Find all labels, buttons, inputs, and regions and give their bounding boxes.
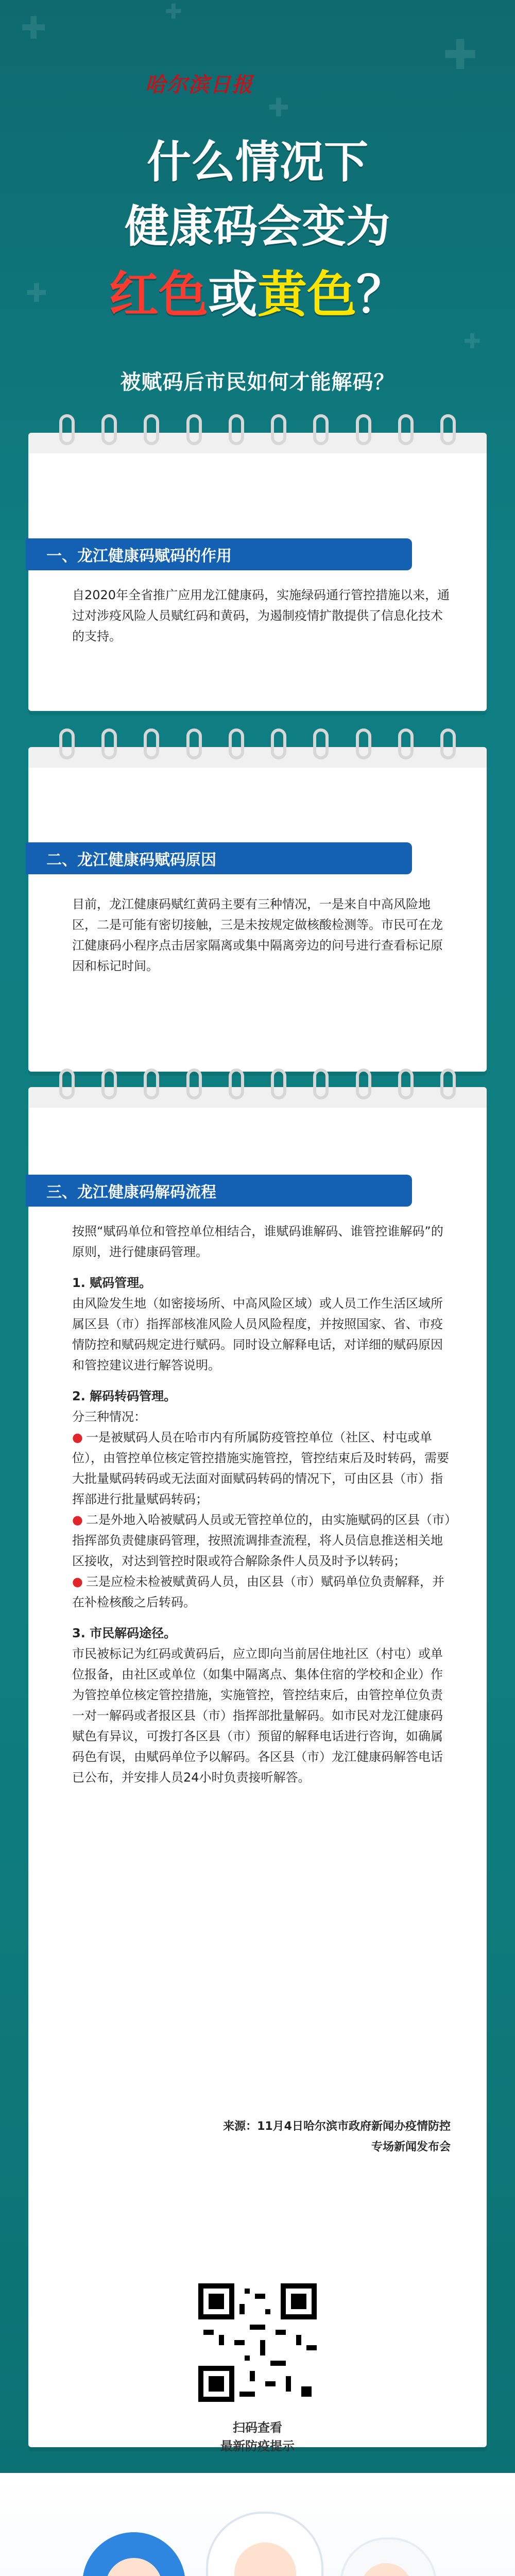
section-card-1	[28, 433, 487, 711]
bullet-2-text: 二是外地入哈被赋码人员或无管控单位的，由实施赋码的区县（市）指挥部负责健康码管理，按照流调排查流程，将人员信息推送相关地区接收，对达到管控时限或符合解除条件人员及时予以转码；	[72, 1513, 451, 1568]
bullet-1	[72, 1427, 453, 1510]
title-line-2: 健康码会变为	[125, 201, 390, 252]
cross-icon	[443, 31, 477, 79]
item-2-heading: 2. 解码转码管理。	[72, 1389, 177, 1403]
qr-caption-1: 扫码查看	[233, 2420, 282, 2435]
section-3-content	[72, 1221, 453, 1788]
card-rings	[59, 728, 456, 759]
doctor-illustration	[62, 2501, 453, 2576]
title-question-mark: ？	[356, 266, 406, 324]
cross-icon	[268, 93, 289, 123]
bullet-icon: ●	[72, 1513, 83, 1527]
bullet-icon: ●	[72, 1574, 83, 1589]
cross-icon	[165, 0, 182, 24]
item-1-text: 由风险发生地（如密接场所、中高风险区域）或人员工作生活区域所属区县（市）指挥部核准风险人员风险程度，并按照国家、省、市疫情防控和赋码规定进行赋码。同时设立解释电话，对详细的赋码原因和管控建议进行解答说明。	[72, 1296, 443, 1372]
qr-caption-2: 最新防疫提示	[220, 2439, 295, 2453]
title-red-word: 红色	[109, 266, 208, 324]
section-1-paragraph: 自2020年全省推广应用龙江健康码，实施绿码通行管控措施以来，通过对涉疫风险人员赋红码和黄码，为遏制疫情扩散提供了信息化技术的支持。	[72, 588, 450, 643]
title-or-word: 或	[208, 266, 258, 324]
cross-icon	[21, 10, 46, 46]
bullet-icon: ●	[72, 1430, 83, 1445]
section-2-paragraph: 目前，龙江健康码赋红黄码主要有三种情况，一是来自中高风险地区，二是可能有密切接触，三是未按规定做核酸检测等。市民可在龙江健康码小程序点击居家隔离或集中隔离旁边的问号进行查看标记原因和标记时间。	[72, 897, 443, 973]
section-3-banner: 三、龙江健康码解码流程	[26, 1175, 412, 1207]
item-2-lead: 分三种情况：	[72, 1410, 146, 1424]
section-1-content	[72, 585, 453, 647]
subtitle: 被赋码后市民如何才能解码？	[120, 370, 395, 394]
card-rings	[59, 414, 456, 445]
section-2-banner: 二、龙江健康码赋码原因	[26, 842, 412, 874]
section-1-banner: 一、龙江健康码赋码的作用	[26, 538, 412, 570]
section-card-2	[28, 747, 487, 1072]
title-yellow-word: 黄色	[258, 266, 356, 324]
section-2-content	[72, 894, 453, 976]
title-line-3	[0, 256, 515, 326]
bullet-3-text: 三是应检未检被赋黄码人员，由区县（市）赋码单位负责解释，并在补检核酸之后转码。	[72, 1574, 444, 1609]
section-card-3	[28, 1087, 487, 2447]
source-line-2: 专场新闻发布会	[371, 2141, 451, 2154]
item-3-text: 市民被标记为红码或黄码后，应立即向当前居住地社区（村屯）或单位报备，由社区或单位（如集中隔离点、集体住宿的学校和企业）作为管控单位核定管控措施，实施管控，管控结束后，由管控单位负责一对一解码或者报区县（市）指挥部批量解码。如市民对龙江健康码赋色有异议，可拨打各区县（市）预留的解释电话进行咨询，如确属码色有误，由赋码单位予以解码。各区县（市）龙江健康码解答电话已公布，并安排人员24小时负责接听解答。	[72, 1647, 443, 1785]
item-1-heading: 1. 赋码管理。	[72, 1276, 152, 1290]
item-3-heading: 3. 市民解码途径。	[72, 1626, 177, 1640]
bullet-3	[72, 1571, 453, 1613]
card-rings	[59, 1069, 456, 1099]
brand-logo-text: 哈尔滨日报	[145, 73, 253, 97]
cross-icon	[464, 330, 481, 353]
title-line-1: 什么情况下	[147, 137, 368, 188]
bullet-2	[72, 1510, 453, 1571]
source-line-1: 来源：11月4日哈尔滨市政府新闻办疫情防控	[223, 2120, 451, 2133]
section-3-intro: 按照“赋码单位和管控单位相结合，谁赋码谁解码、谁管控谁解码”的原则，进行健康码管理。	[72, 1224, 443, 1259]
bullet-1-text: 一是被赋码人员在哈市内有所属防疫管控单位（社区、村屯或单位），由管控单位核定管控措施实施管控，管控结束后及时转码，需要大批量赋码转码或无法面对面赋码转码的情况下，可由区县（市）指挥部进行批量赋码转码；	[72, 1430, 449, 1506]
qr-code-icon	[193, 2278, 322, 2407]
